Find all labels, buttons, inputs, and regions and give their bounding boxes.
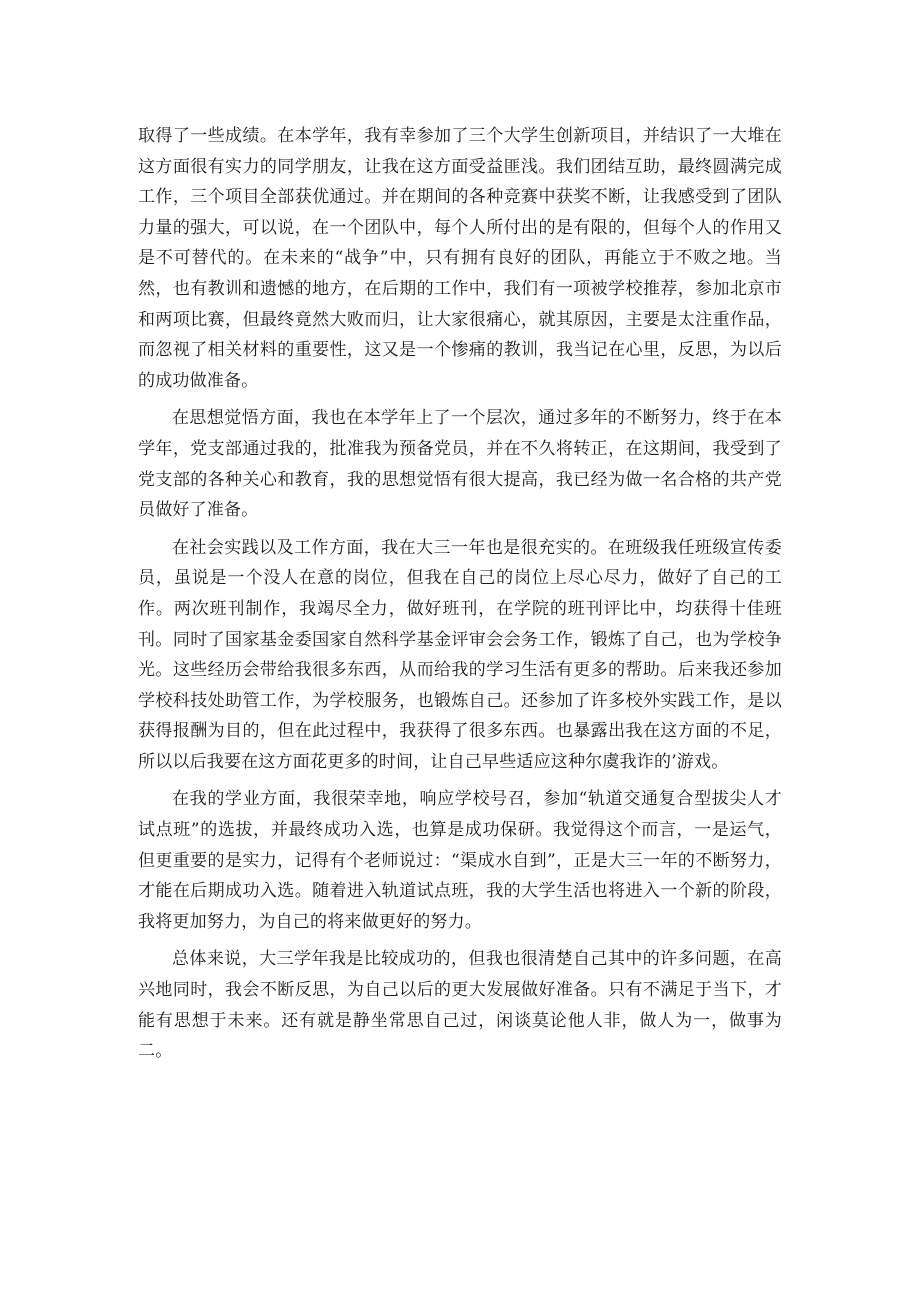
paragraph-social-practice: 在社会实践以及工作方面，我在大三一年也是很充实的。在班级我任班级宣传委员，虽说是一个没人在意的岗位，但我在自己的岗位上尽心尽力，做好了自己的工作。两次班刊制作，我竭尽全力，做好班刊，在学院的班刊评比中，均获得十佳班刊。同时了国家基金委国家自然科学基金评审会会务工作，锻炼了自己，也为学校争光。这些经历会带给我很多东西，从而给我的学习生活有更多的帮助。后来我还参加学校科技处助管工作，为学校服务，也锻炼自己。还参加了许多校外实践工作，是以获得报酬为目的，但在此过程中，我获得了很多东西。也暴露出我在这方面的不足，所以以后我要在这方面花更多的时间，让自己早些适应这种尔虞我诈的’游戏。 [138,537,782,772]
paragraph-ideology: 在思想觉悟方面，我也在本学年上了一个层次，通过多年的不断努力，终于在本学年，党支部通过我的，批准我为预备党员，并在不久将转正，在这期间，我受到了党支部的各种关心和教育，我的思想觉悟有很大提高，我已经为做一名合格的共产党员做好了准备。 [138,408,782,521]
paragraph-academics: 在我的学业方面，我很荣幸地，响应学校号召，参加“轨道交通复合型拔尖人才试点班”的选拔，并最终成功入选，也算是成功保研。我觉得这个而言，一是运气，但更重要的是实力，记得有个老师说过：“渠成水自到”，正是大三一年的不断努力，才能在后期成功入选。随着进入轨道试点班，我的大学生活也将进入一个新的阶段，我将更加努力，为自己的将来做更好的努力。 [138,789,782,932]
paragraph-achievements: 取得了一些成绩。在本学年，我有幸参加了三个大学生创新项目，并结识了一大堆在这方面很有实力的同学朋友，让我在这方面受益匪浅。我们团结互助，最终圆满完成工作，三个项目全部获优通过。并在期间的各种竞赛中获奖不断，让我感受到了团队力量的强大，可以说，在一个团队中，每个人所付出的是有限的，但每个人的作用又是不可替代的。在未来的“战争”中，只有拥有良好的团队，再能立于不败之地。当然，也有教训和遗憾的地方，在后期的工作中，我们有一项被学校推荐，参加北京市和两项比赛，但最终竟然大败而归，让大家很痛心，就其原因，主要是太注重作品，而忽视了相关材料的重要性，这又是一个惨痛的教训，我当记在心里，反思，为以后的成功做准备。 [138,126,782,391]
document-body [138,121,782,1074]
paragraph-summary: 总体来说，大三学年我是比较成功的，但我也很清楚自己其中的许多问题，在高兴地同时，我会不断反思，为自己以后的更大发展做好准备。只有不满足于当下，才能有思想于未来。还有就是静坐常思自己过，闲谈莫论他人非，做人为一，做事为二。 [138,949,782,1062]
